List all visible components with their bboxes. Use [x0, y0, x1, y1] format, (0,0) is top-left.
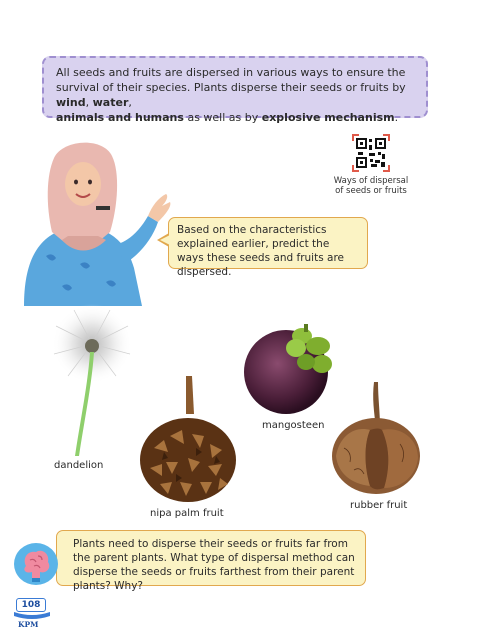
publisher-label: KPM [18, 620, 39, 629]
qr-caption-line2: of seeds or fruits [335, 186, 407, 196]
intro-sep-1: , [85, 96, 93, 109]
rubber-fruit-label: rubber fruit [350, 500, 408, 511]
question-box [56, 530, 366, 592]
intro-sep-2: , [128, 96, 132, 109]
book-icon [12, 610, 52, 620]
speech-bubble-text: Based on the characteristics explained earlier, predict the ways these seeds and fruits are dispersed. [177, 224, 344, 278]
rubber-fruit-image [330, 378, 424, 496]
intro-animals: animals and humans [56, 111, 184, 124]
nipa-palm-fruit-label: nipa palm fruit [150, 508, 224, 519]
dandelion-image [44, 304, 140, 460]
intro-text-2: as well as by [183, 111, 262, 124]
intro-wind: wind [56, 96, 86, 109]
intro-explosive: explosive mechanism [261, 111, 395, 124]
mangosteen-image [240, 316, 340, 416]
page-number: 108 [16, 598, 46, 612]
brain-icon [12, 540, 60, 586]
speech-bubble [168, 217, 368, 278]
intro-end: . [394, 111, 399, 124]
intro-info-box [42, 56, 428, 124]
page-footer [12, 598, 52, 634]
nipa-palm-fruit-image [136, 370, 240, 504]
mangosteen-label: mangosteen [262, 420, 325, 431]
qr-code-icon[interactable] [352, 134, 390, 172]
teacher-illustration [6, 136, 176, 306]
intro-water: water [92, 96, 129, 109]
qr-caption [326, 176, 416, 196]
question-text: Plants need to disperse their seeds or fruits far from the parent plants. What type of dispersal method can disperse the seeds or fruits farthest from their parent plants? Why? [73, 538, 355, 592]
intro-text-1: All seeds and fruits are dispersed in various ways to ensure the survival of their species. Plants disperse their seeds or fruits by [56, 66, 406, 94]
bubble-tail-inner [160, 235, 170, 245]
dandelion-label: dandelion [54, 460, 104, 471]
qr-caption-line1: Ways of dispersal [333, 176, 409, 186]
